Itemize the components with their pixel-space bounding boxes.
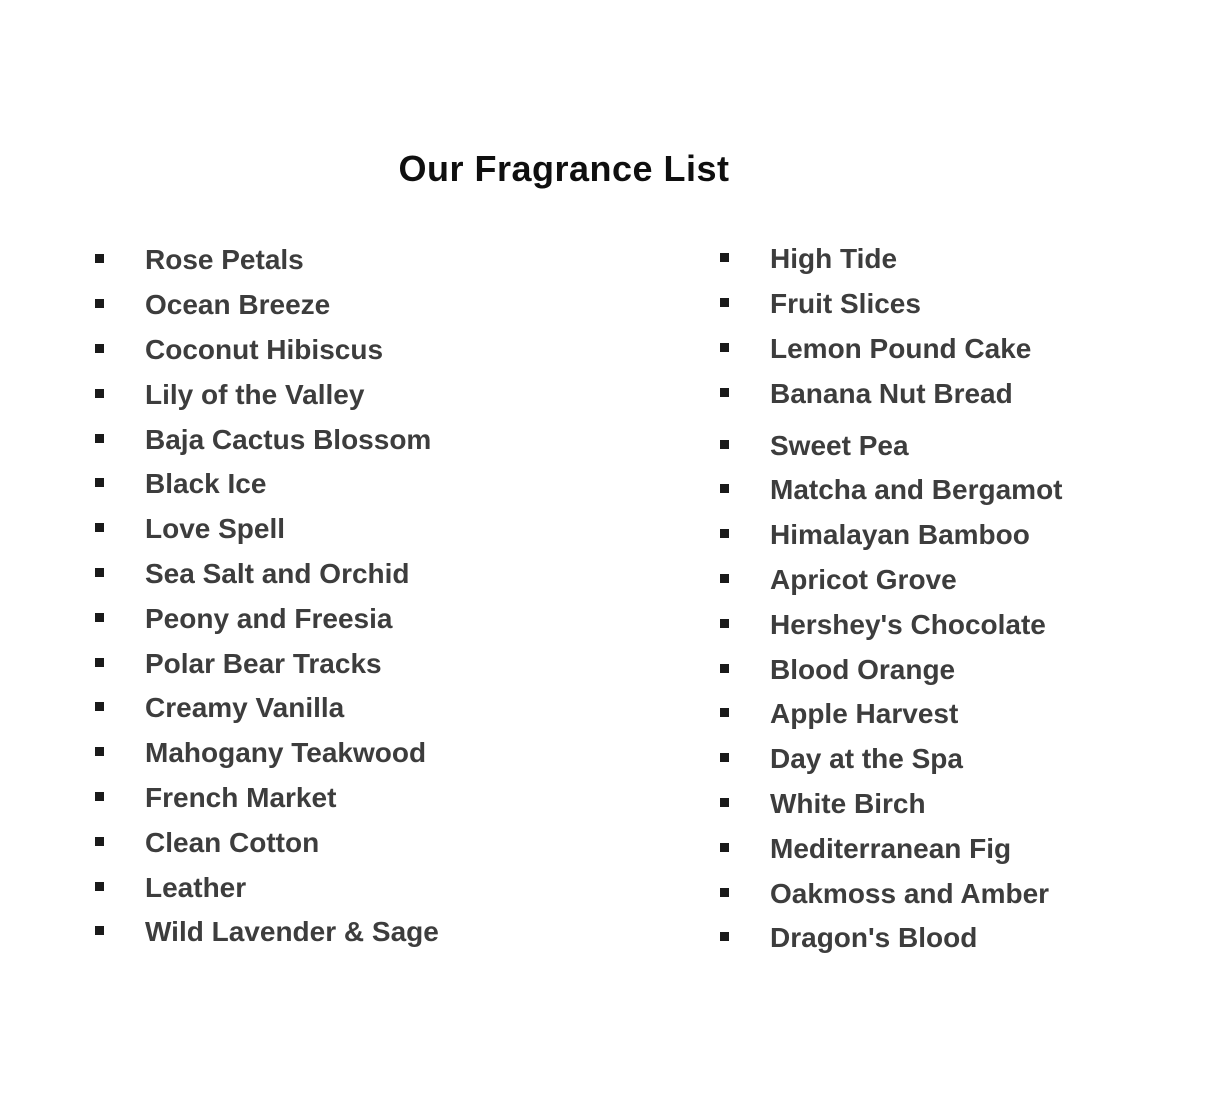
square-bullet-icon: [95, 299, 104, 308]
square-bullet-icon: [720, 253, 729, 262]
fragrance-name: Creamy Vanilla: [145, 692, 345, 724]
fragrance-name: Polar Bear Tracks: [145, 647, 382, 679]
fragrance-name: Sweet Pea: [770, 429, 909, 461]
fragrance-name: Fruit Slices: [770, 288, 921, 320]
fragrance-name: Sea Salt and Orchid: [145, 557, 410, 589]
square-bullet-icon: [720, 932, 729, 941]
square-bullet-icon: [720, 529, 729, 538]
square-bullet-icon: [720, 388, 729, 397]
fragrance-name: Blood Orange: [770, 653, 956, 685]
fragrance-name: Ocean Breeze: [145, 289, 331, 321]
page-title: Our Fragrance List: [398, 148, 730, 190]
square-bullet-icon: [720, 440, 729, 449]
square-bullet-icon: [95, 658, 104, 667]
list-item: [95, 686, 439, 731]
fragrance-name: Love Spell: [145, 513, 286, 545]
fragrance-name: Mahogany Teakwood: [145, 737, 427, 769]
list-item: [95, 283, 439, 328]
fragrance-name: Coconut Hibiscus: [145, 333, 384, 365]
fragrance-name: Mediterranean Fig: [770, 832, 1012, 864]
list-item: [720, 871, 1063, 916]
list-item: [95, 731, 439, 776]
list-item: [95, 865, 439, 910]
fragrance-name: Leather: [145, 871, 247, 903]
square-bullet-icon: [95, 344, 104, 353]
list-item: [95, 820, 439, 865]
square-bullet-icon: [95, 882, 104, 891]
square-bullet-icon: [720, 574, 729, 583]
fragrance-name: Rose Petals: [145, 244, 304, 276]
list-item: [720, 782, 1063, 827]
square-bullet-icon: [720, 798, 729, 807]
list-item: [95, 552, 439, 597]
fragrance-name: Himalayan Bamboo: [770, 519, 1030, 551]
list-item: [720, 558, 1063, 603]
list-item: [95, 776, 439, 821]
list-item: [720, 826, 1063, 871]
fragrance-column-right: [720, 237, 1063, 961]
fragrance-name: Baja Cactus Blossom: [145, 423, 432, 455]
fragrance-name: Lemon Pound Cake: [770, 332, 1032, 364]
square-bullet-icon: [95, 254, 104, 263]
square-bullet-icon: [720, 298, 729, 307]
square-bullet-icon: [95, 926, 104, 935]
fragrance-name: French Market: [145, 781, 337, 813]
list-item: [720, 468, 1063, 513]
square-bullet-icon: [720, 888, 729, 897]
list-item: [95, 507, 439, 552]
list-item: [95, 596, 439, 641]
square-bullet-icon: [95, 568, 104, 577]
fragrance-name: Black Ice: [145, 468, 267, 500]
square-bullet-icon: [95, 702, 104, 711]
square-bullet-icon: [95, 434, 104, 443]
square-bullet-icon: [95, 523, 104, 532]
list-item: [720, 371, 1063, 416]
list-item: [95, 641, 439, 686]
fragrance-name: Wild Lavender & Sage: [145, 916, 439, 948]
fragrance-column-left: [95, 238, 439, 955]
list-item: [720, 513, 1063, 558]
square-bullet-icon: [95, 837, 104, 846]
fragrance-name: Day at the Spa: [770, 743, 963, 775]
list-item: [95, 910, 439, 955]
square-bullet-icon: [720, 708, 729, 717]
fragrance-name: Oakmoss and Amber: [770, 877, 1050, 909]
list-item: [720, 237, 1063, 282]
fragrance-name: Banana Nut Bread: [770, 377, 1013, 409]
square-bullet-icon: [720, 753, 729, 762]
fragrance-name: Apricot Grove: [770, 563, 957, 595]
square-bullet-icon: [95, 747, 104, 756]
square-bullet-icon: [720, 664, 729, 673]
square-bullet-icon: [95, 478, 104, 487]
fragrance-name: Lily of the Valley: [145, 378, 365, 410]
fragrance-name: Peony and Freesia: [145, 602, 393, 634]
list-item: [95, 328, 439, 373]
square-bullet-icon: [95, 792, 104, 801]
square-bullet-icon: [95, 389, 104, 398]
square-bullet-icon: [720, 843, 729, 852]
list-item: [95, 417, 439, 462]
fragrance-name: Clean Cotton: [145, 826, 320, 858]
list-item: [720, 423, 1063, 468]
fragrance-name: White Birch: [770, 787, 926, 819]
list-item: [95, 462, 439, 507]
list-item: [720, 916, 1063, 961]
square-bullet-icon: [720, 619, 729, 628]
fragrance-name: Apple Harvest: [770, 698, 959, 730]
list-item: [95, 372, 439, 417]
list-item: [720, 282, 1063, 327]
list-item: [720, 737, 1063, 782]
list-item: [720, 602, 1063, 647]
fragrance-name: Hershey's Chocolate: [770, 608, 1046, 640]
list-item: [95, 238, 439, 283]
list-item: [720, 327, 1063, 372]
square-bullet-icon: [720, 343, 729, 352]
fragrance-name: Matcha and Bergamot: [770, 474, 1063, 506]
square-bullet-icon: [95, 613, 104, 622]
list-item: [720, 692, 1063, 737]
fragrance-name: High Tide: [770, 243, 898, 275]
square-bullet-icon: [720, 484, 729, 493]
list-item: [720, 647, 1063, 692]
fragrance-name: Dragon's Blood: [770, 922, 978, 954]
